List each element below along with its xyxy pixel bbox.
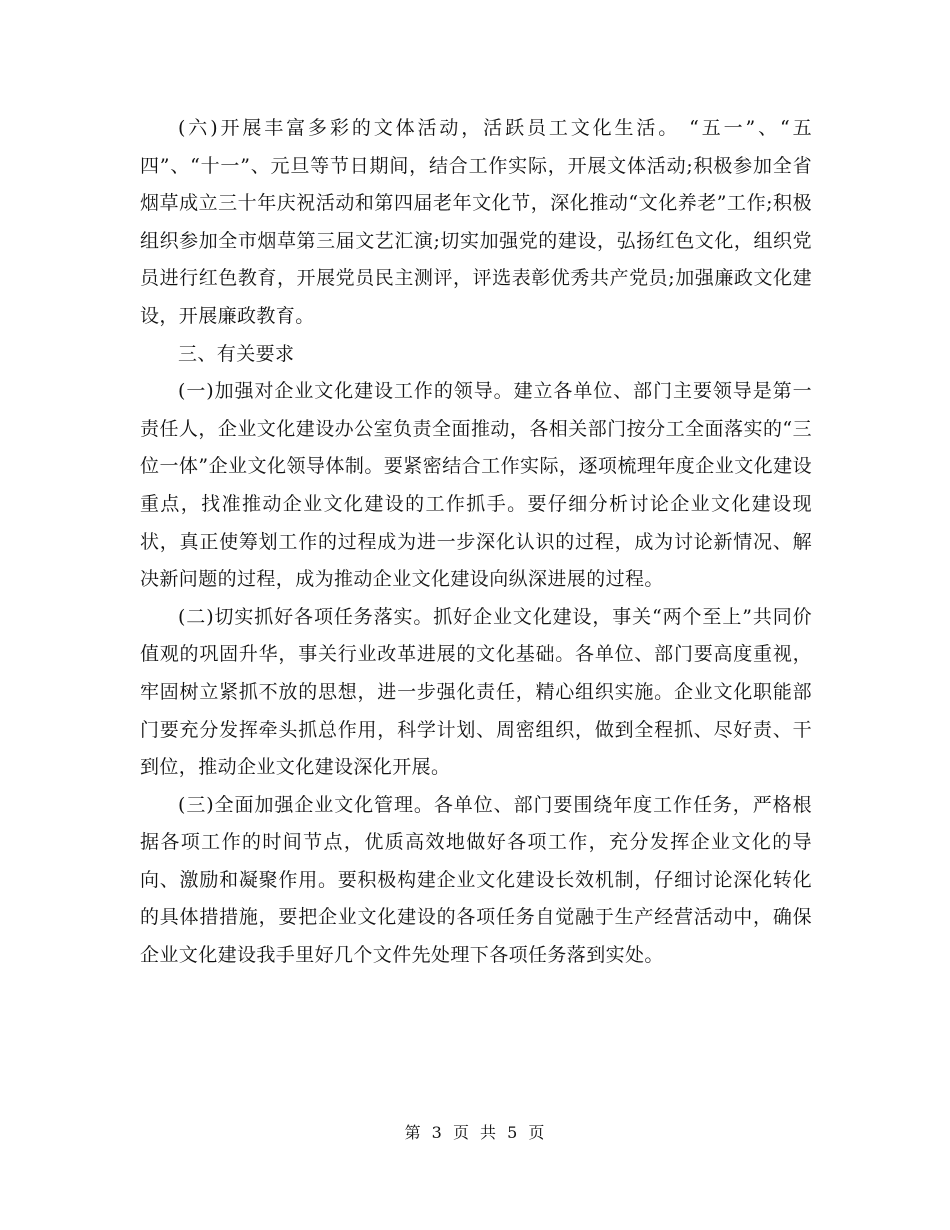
paragraph-culture-management: (三)全面加强企业文化管理。各单位、部门要围绕年度工作任务，严格根据各项工作的时间节点，优质高效地做好各项工作，充分发挥企业文化的导向、激励和凝聚作用。要积极构建企业文化建设长效机制，仔细讨论深化转化的具体措措施，要把企业文化建设的各项任务自觉融于生产经营活动中，确保企业文化建设我手里好几个文件先处理下各项任务落到实处。 xyxy=(140,793,812,967)
paragraph-culture-activities: (六)开展丰富多彩的文体活动，活跃员工文化生活。 “五一”、“五四”、“十一”、元旦等节日期间，结合工作实际，开展文体活动;积极参加全省烟草成立三十年庆祝活动和第四届老年文化节，深化推动“文化养老”工作;积极组织参加全市烟草第三届文艺汇演;切实加强党的建设，弘扬红色文化，组织党员进行红色教育，开展党员民主测评，评选表彰优秀共产党员;加强廉政文化建设，开展廉政教育。 xyxy=(140,117,812,327)
section-heading-requirements: 三、有关要求 xyxy=(178,342,295,365)
document-body xyxy=(140,110,812,975)
page-number-footer: 第 3 页 共 5 页 xyxy=(404,1123,546,1142)
paragraph-task-implementation: (二)切实抓好各项任务落实。抓好企业文化建设，事关“两个至上”共同价值观的巩固升华，事关行业改革进展的文化基础。各单位、部门要高度重视，牢固树立紧抓不放的思想，进一步强化责任，精心组织实施。企业文化职能部门要充分发挥牵头抓总作用，科学计划、周密组织，做到全程抓、尽好责、干到位，推动企业文化建设深化开展。 xyxy=(140,605,812,779)
paragraph-leadership: (一)加强对企业文化建设工作的领导。建立各单位、部门主要领导是第一责任人，企业文化建设办公室负责全面推动，各相关部门按分工全面落实的“三位一体”企业文化领导体制。要紧密结合工作实际，逐项梳理年度企业文化建设重点，找准推动企业文化建设的工作抓手。要仔细分析讨论企业文化建设现状，真正使筹划工作的过程成为进一步深化认识的过程，成为讨论新情况、解决新问题的过程，成为推动企业文化建设向纵深进展的过程。 xyxy=(140,380,812,591)
